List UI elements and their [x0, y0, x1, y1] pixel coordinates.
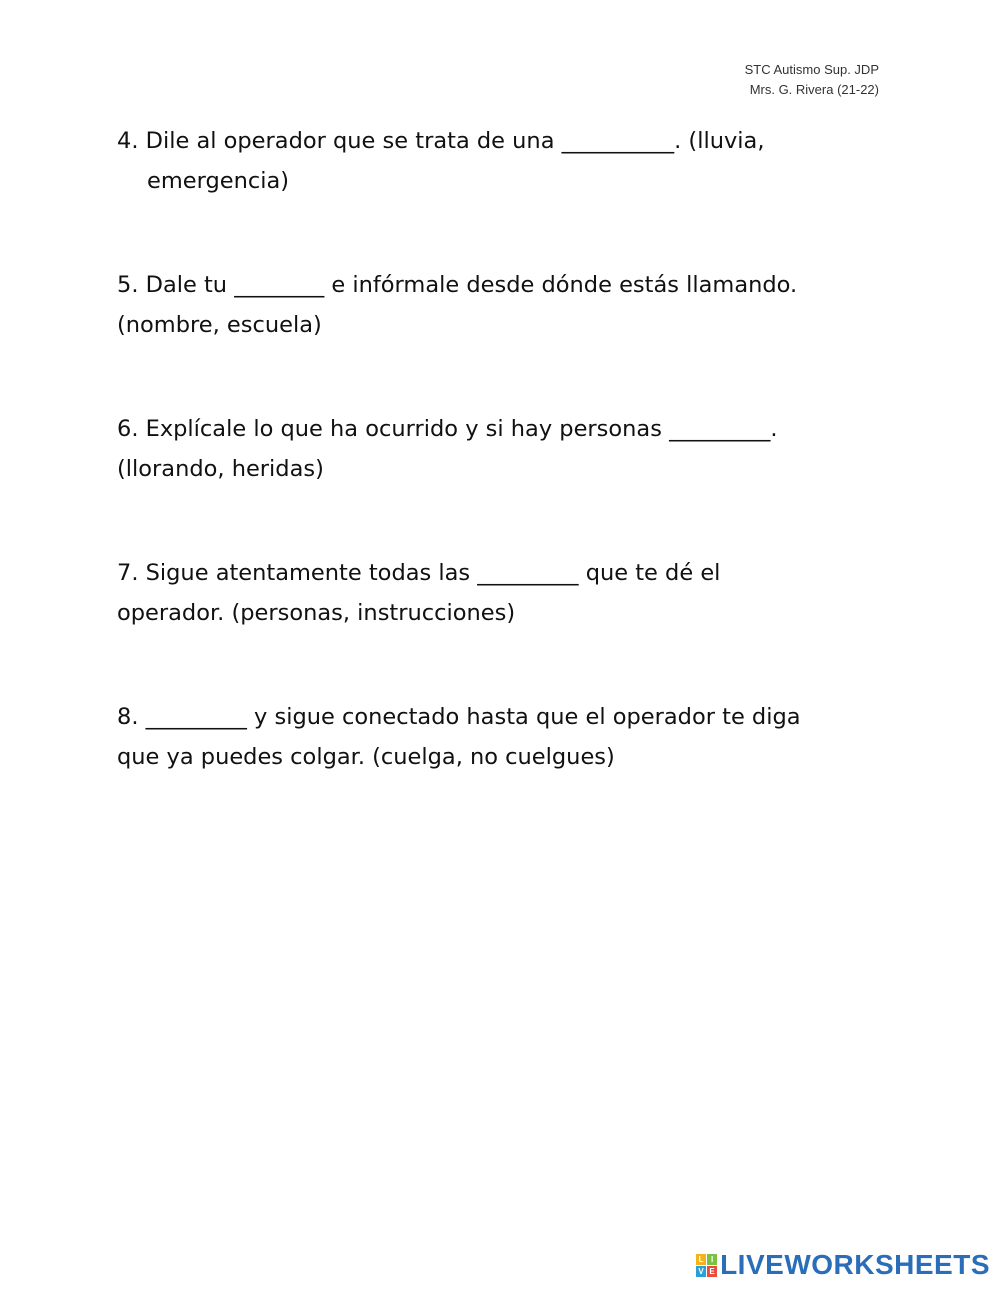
worksheet-header	[745, 60, 879, 100]
question-item	[117, 553, 892, 633]
logo-letter-e: E	[707, 1266, 717, 1277]
question-options: (nombre, escuela)	[117, 312, 322, 338]
logo-letter-i: I	[707, 1254, 717, 1265]
question-text: 7. Sigue atentamente todas las _________ que te dé el	[117, 560, 721, 586]
question-item	[117, 121, 892, 201]
logo-letter-l: L	[696, 1254, 706, 1265]
logo-wordmark: LIVEWORKSHEETS	[720, 1249, 990, 1280]
question-options: que ya puedes colgar. (cuelga, no cuelgues)	[117, 744, 615, 770]
question-text: 6. Explícale lo que ha ocurrido y si hay personas _________.	[117, 416, 778, 442]
header-teacher: Mrs. G. Rivera (21-22)	[749, 82, 879, 97]
question-text: 5. Dale tu ________ e infórmale desde dónde estás llamando.	[117, 272, 798, 298]
question-options: emergencia)	[147, 168, 290, 194]
header-course: STC Autismo Sup. JDP	[744, 62, 879, 77]
logo-letter-v: V	[696, 1266, 706, 1277]
liveworksheets-logo	[696, 1249, 990, 1281]
question-item	[117, 265, 892, 345]
question-text: 8. _________ y sigue conectado hasta que el operador te diga	[117, 704, 801, 730]
question-options: (llorando, heridas)	[117, 456, 324, 482]
question-options: operador. (personas, instrucciones)	[117, 600, 516, 626]
question-text: 4. Dile al operador que se trata de una __________. (lluvia,	[117, 128, 765, 154]
questions-list	[117, 121, 892, 841]
question-item	[117, 697, 892, 777]
live-logo-icon	[696, 1254, 717, 1277]
question-item	[117, 409, 892, 489]
